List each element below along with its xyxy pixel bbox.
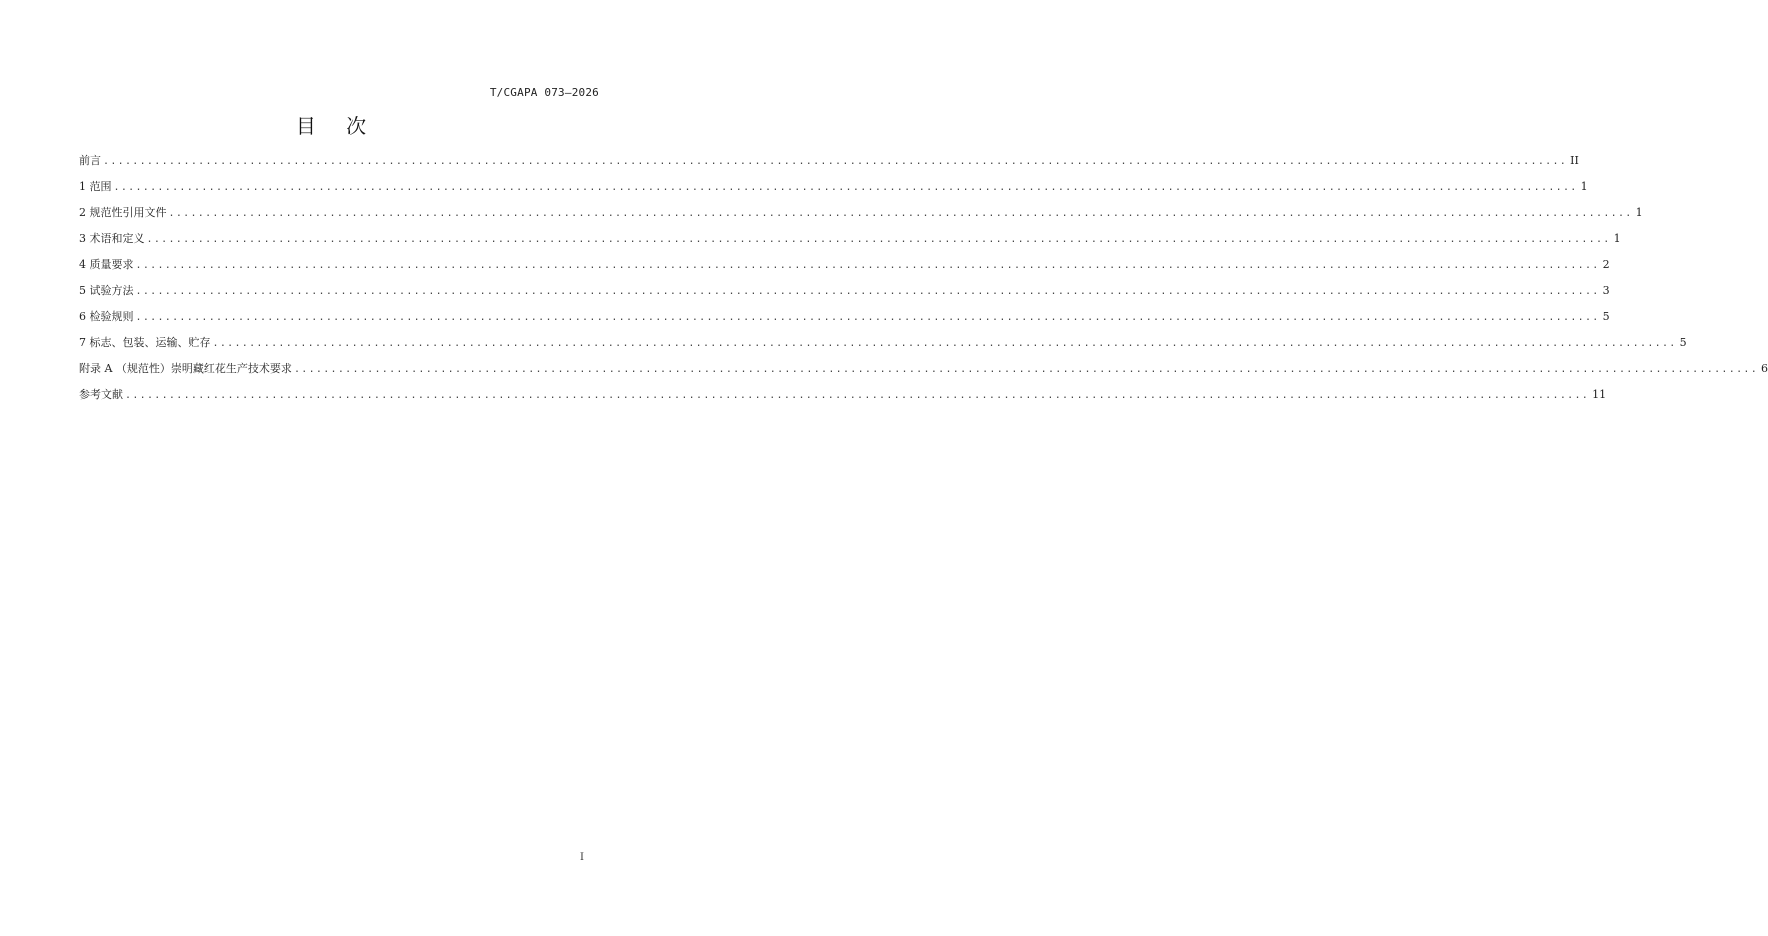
toc-entry-label: 7 标志、包装、运输、贮存 — [79, 336, 211, 349]
toc-entry-test-methods[interactable] — [79, 278, 1610, 304]
toc-entry-foreword[interactable] — [79, 148, 1579, 174]
toc-entry-label: 5 试验方法 — [79, 284, 134, 297]
toc-entry-page: 1 — [1580, 180, 1588, 193]
dot-leader: ........................................................................................................................................................................................................ — [113, 182, 1578, 193]
toc-entry-inspection-rules[interactable] — [79, 304, 1610, 330]
dot-leader: ........................................................................................................................................................................................................ — [146, 234, 1611, 245]
page-number: I — [580, 852, 584, 863]
dot-leader: ........................................................................................................................................................................................................ — [293, 364, 1759, 375]
toc-entry-quality-requirements[interactable] — [79, 252, 1610, 278]
toc-entry-label: 6 检验规则 — [79, 310, 134, 323]
toc-entry-label: 1 范围 — [79, 180, 112, 193]
toc-entry-label: 2 规范性引用文件 — [79, 206, 167, 219]
table-of-contents — [79, 148, 1768, 408]
toc-entry-page: 3 — [1602, 284, 1610, 297]
toc-entry-label: 3 术语和定义 — [79, 232, 145, 245]
toc-entry-page: 2 — [1602, 258, 1610, 271]
toc-entry-bibliography[interactable] — [79, 382, 1607, 408]
dot-leader: ........................................................................................................................................................................................................ — [212, 338, 1677, 349]
toc-entry-page: 5 — [1679, 336, 1687, 349]
toc-entry-page: 11 — [1592, 388, 1607, 401]
dot-leader: ........................................................................................................................................................................................................ — [103, 156, 1568, 167]
toc-entry-marking-packaging[interactable] — [79, 330, 1687, 356]
toc-entry-label: 前言 — [79, 154, 101, 167]
toc-entry-page: 6 — [1761, 362, 1768, 375]
toc-entry-page: 5 — [1602, 310, 1610, 323]
toc-entry-annex-a[interactable] — [79, 356, 1768, 382]
toc-entry-page: II — [1570, 154, 1579, 167]
toc-entry-terms-definitions[interactable] — [79, 226, 1621, 252]
dot-leader: ........................................................................................................................................................................................................ — [168, 208, 1633, 219]
toc-entry-label: 4 质量要求 — [79, 258, 134, 271]
toc-entry-scope[interactable] — [79, 174, 1588, 200]
toc-entry-page: 1 — [1635, 206, 1643, 219]
dot-leader: ........................................................................................................................................................................................................ — [135, 312, 1600, 323]
page-title: 目 次 — [295, 114, 379, 138]
standard-code: T/CGAPA 073—2026 — [489, 86, 599, 99]
toc-entry-page: 1 — [1613, 232, 1621, 245]
dot-leader: ........................................................................................................................................................................................................ — [135, 286, 1600, 297]
toc-entry-label: 附录 A （规范性）崇明藏红花生产技术要求 — [79, 362, 292, 375]
toc-entry-normative-references[interactable] — [79, 200, 1643, 226]
dot-leader: ........................................................................................................................................................................................................ — [125, 390, 1590, 401]
toc-entry-label: 参考文献 — [79, 388, 123, 401]
dot-leader: ........................................................................................................................................................................................................ — [135, 260, 1600, 271]
